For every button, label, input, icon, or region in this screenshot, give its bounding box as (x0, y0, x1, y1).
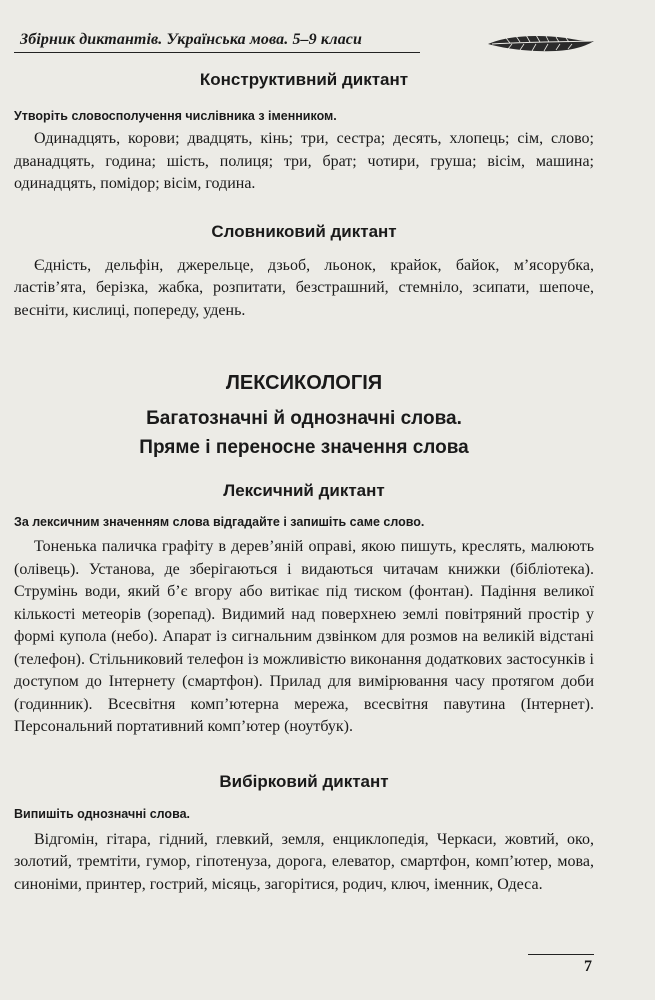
running-title: Збірник диктантів. Українська мова. 5–9 класи (20, 31, 362, 48)
topic-title-line-2: Пряме і переносне значення слова (139, 437, 469, 458)
page-number: 7 (584, 958, 592, 975)
task-lexical: За лексичним значенням слова відгадайте і запишіть саме слово. (14, 515, 425, 529)
section-heading-selective: Вибірковий диктант (219, 771, 389, 791)
section-heading-constructive: Конструктивний диктант (199, 70, 409, 89)
dictation-text-selective: Відгомін, гітара, гідний, глевкий, земля, енциклопедія, Черкаси, жовтий, око, золотий, тремтіти, гумор, гіпотенуза, дорога, елеватор, смартфон, комп’ютер, мова, синоніми, принтер, гострий, місяць, загорітися, родич, ключ, іменник, Одеса. (14, 830, 594, 893)
page-content (14, 68, 594, 896)
section-heading-lexical: Лексичний диктант (223, 481, 385, 500)
page-header (0, 0, 655, 60)
footer-rule (528, 954, 594, 955)
task-constructive: Утворіть словосполучення числівника з іменником. (14, 109, 337, 123)
chapter-title: ЛЕКСИКОЛОГІЯ (225, 372, 383, 394)
feather-ornament-icon (486, 30, 596, 56)
dictation-text-constructive: Одинадцять, корови; двадцять, кінь; три, сестра; десять, хлопець; сім, слово; дванадцять, година; шість, полиця; три, брат; чотири, груша; вісім, машина; одинадцять, помідор; вісім, година. (14, 130, 594, 192)
section-heading-vocabulary: Словниковий диктант (211, 221, 397, 241)
dictation-text-lexical: Тоненька паличка графіту в дерев’яній оправі, якою пишуть, креслять, малюють (олівець). Установа, де зберігаються і видаються читачам книжки (бібліотека). Струмінь води, який б’є вгору або витікає під тиском (фонтан). Падіння великої кількості метеорів (зорепад). Видимий над поверхнею землі повітряний простір у формі купола (небо). Апарат із сигнальним дзвінком для розмов на великій відстані (телефон). Стільниковий телефон із можливістю виконання додаткових застосунків і доступом до Інтернету (смартфон). Прилад для вимірювання часу протягом доби (годинник). Всесвітня комп’ютерна мережа, всесвітня павутина (Інтернет). Персональний портативний комп’ютер (ноутбук). (14, 538, 594, 735)
dictation-text-vocabulary: Єдність, дельфін, джерельце, дзьоб, льонок, крайок, байок, м’ясорубка, ластів’ята, берізка, жабка, розпитати, безстрашний, стемніло, зсипати, шепоче, весніти, кислиці, попереду, удень. (14, 256, 594, 319)
header-rule (14, 52, 420, 53)
task-selective: Випишіть однозначні слова. (14, 806, 191, 821)
topic-title-line-1: Багатозначні й однозначні слова. (146, 408, 462, 429)
